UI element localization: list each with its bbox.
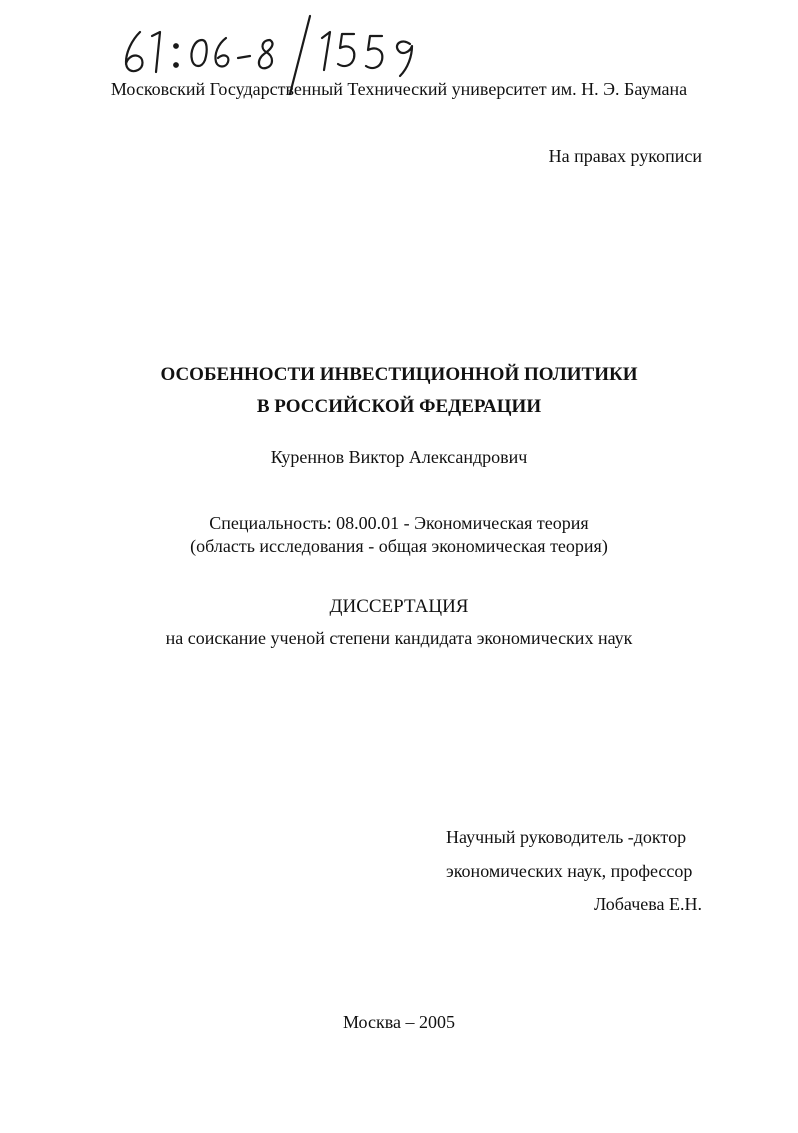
supervisor-name: Лобачева Е.Н. <box>594 894 702 914</box>
university-name: Московский Государственный Технический университет им. Н. Э. Баумана <box>110 79 688 99</box>
dissertation-title-line-1: ОСОБЕННОСТИ ИНВЕСТИЦИОННОЙ ПОЛИТИКИ <box>160 364 638 385</box>
specialty-line-1: Специальность: 08.00.01 - Экономическая теория <box>209 513 589 533</box>
supervisor-title-line-2: экономических наук, профессор <box>446 861 693 881</box>
manuscript-rights-note: На правах рукописи <box>548 146 702 166</box>
document-type: ДИССЕРТАЦИЯ <box>329 596 469 617</box>
author-name: Куреннов Виктор Александрович <box>270 447 528 467</box>
city-year: Москва – 2005 <box>343 1012 455 1032</box>
dissertation-title-line-2: В РОССИЙСКОЙ ФЕДЕРАЦИИ <box>256 396 542 417</box>
specialty-line-2: (область исследования - общая экономическая теория) <box>190 536 608 556</box>
degree-statement: на соискание ученой степени кандидата экономических наук <box>165 628 633 648</box>
supervisor-title-line-1: Научный руководитель -доктор <box>446 827 687 847</box>
